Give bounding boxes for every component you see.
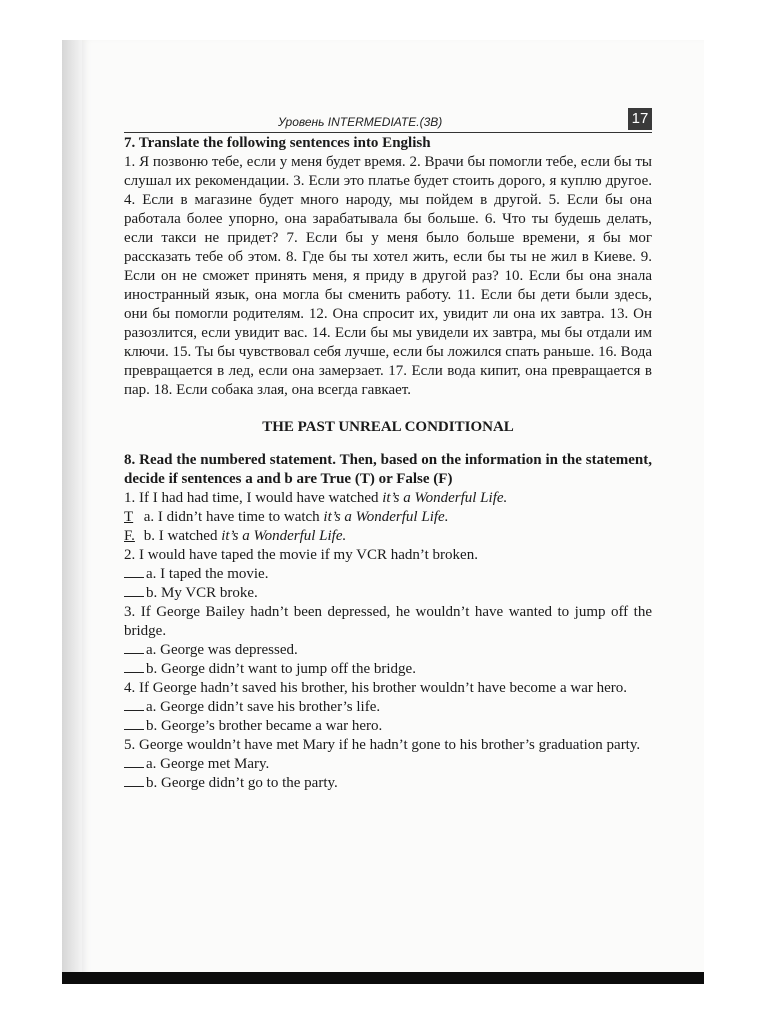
section-heading: THE PAST UNREAL CONDITIONAL: [262, 419, 514, 435]
answer-3a-text: a. George was depressed.: [146, 642, 298, 658]
exercise-8-title: 8. Read the numbered statement. Then, based on the information in the statement, decide if sentences a and b are True (T) or False (F): [124, 452, 652, 487]
statement-1-title: it’s a Wonderful Life.: [382, 490, 508, 506]
answer-2b: [124, 584, 652, 603]
answer-blank[interactable]: [124, 565, 144, 578]
statement-1-text: 1. If I had had time, I would have watched: [124, 490, 383, 506]
exercise-7-title: 7. Translate the following sentences into English: [124, 135, 431, 151]
running-header: [124, 112, 652, 133]
answer-1a-text: a. I didn’t have time to watch: [143, 509, 324, 525]
statement-2: 2. I would have taped the movie if my VCR hadn’t broken.: [124, 547, 478, 563]
answer-2b-text: b. My VCR broke.: [146, 585, 258, 601]
answer-1b-mark: F.: [124, 528, 135, 544]
statement-1: [124, 489, 652, 508]
answer-1b-text: b. I watched: [143, 528, 222, 544]
answer-4a-text: a. George didn’t save his brother’s life.: [146, 699, 381, 715]
answer-blank[interactable]: [124, 584, 144, 597]
exercise-7-text: 1. Я позвоню тебе, если у меня будет время. 2. Врачи бы помогли тебе, если бы ты слушал их рекомендации. 3. Если это платье будет стоить дорого, я куплю другое. 4. Если в магазине будет много народу, мы пойдем в другой. 5. Если бы она работала более упорно, она зарабатывала бы больше. 6. Что ты будешь делать, если такси не придет? 7. Если бы у меня было больше времени, я бы мог рассказать тебе об этом. 8. Где бы ты хотел жить, если бы ты не жил в Киеве. 9. Если он не сможет принять меня, я приду в другой раз? 10. Если бы она знала иностранный язык, она могла бы сменить работу. 11. Если бы дети были здесь, они бы помогли родителям. 12. Она спросит их, увидит ли она их завтра. 13. Он разозлится, если увидит вас. 14. Если бы мы увидели их завтра, мы бы отдали им ключи. 15. Ты бы чувствовал себя лучше, если бы ложился спать раньше. 16. Вода превращается в лед, если она замерзает. 17. Если вода кипит, она превращается в пар. 18. Если собака злая, она всегда гавкает.: [124, 154, 652, 398]
answer-1b-title: it’s a Wonderful Life.: [221, 528, 347, 544]
answer-2a: [124, 565, 652, 584]
scan-bottom-edge: [62, 972, 704, 984]
answer-1b: [124, 527, 652, 546]
statement-3: 3. If George Bailey hadn’t been depressed, he wouldn’t have wanted to jump off the bridge.: [124, 604, 652, 639]
scan-edge-shadow: [62, 40, 84, 980]
answer-1a-mark: T: [124, 509, 134, 525]
statement-5: 5. George wouldn’t have met Mary if he hadn’t gone to his brother’s graduation party.: [124, 737, 641, 753]
answer-1a: [124, 508, 652, 527]
answer-3b-text: b. George didn’t want to jump off the bridge.: [146, 661, 416, 677]
answer-4a: [124, 698, 652, 717]
answer-blank[interactable]: [124, 698, 144, 711]
answer-blank[interactable]: [124, 755, 144, 768]
answer-blank[interactable]: [124, 641, 144, 654]
answer-blank[interactable]: [124, 774, 144, 787]
answer-4b: [124, 717, 652, 736]
answer-3b: [124, 660, 652, 679]
answer-2a-text: a. I taped the movie.: [146, 566, 269, 582]
answer-3a: [124, 641, 652, 660]
page-number: 17: [628, 108, 652, 130]
answer-5b-text: b. George didn’t go to the party.: [146, 775, 338, 791]
answer-blank[interactable]: [124, 660, 144, 673]
answer-blank[interactable]: [124, 717, 144, 730]
answer-1a-title: it’s a Wonderful Life.: [323, 509, 449, 525]
running-title: Уровень INTERMEDIATE.(3B): [278, 115, 443, 129]
statement-4: 4. If George hadn’t saved his brother, his brother wouldn’t have become a war hero.: [124, 680, 627, 696]
page-content: [124, 134, 652, 793]
answer-5a-text: a. George met Mary.: [146, 756, 270, 772]
answer-5a: [124, 755, 652, 774]
answer-4b-text: b. George’s brother became a war hero.: [146, 718, 383, 734]
answer-5b: [124, 774, 652, 793]
